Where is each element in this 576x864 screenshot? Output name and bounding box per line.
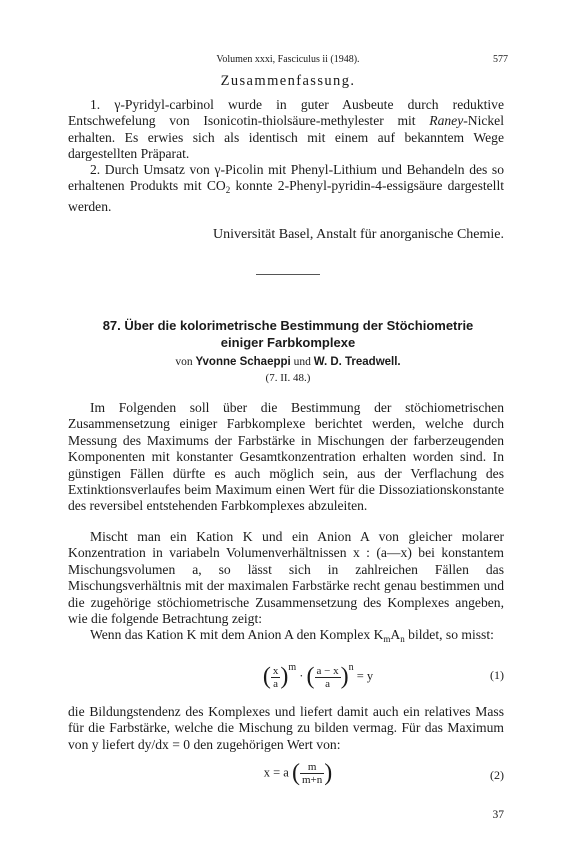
equation-1-number: (1)	[490, 668, 504, 682]
paragraph-method: Mischt man ein Kation K und ein Anion A von gleicher molarer Konzentration in variabeln Volumenverhältnissen x : (a—x) bei konstantem Mischungsvolumen a, so lässt sich in zahlreichen Fällen das Mischungsverhältnis mit der maximalen Farbstärke recht genau bestimmen und die zugehörige stöchiometrische Zusammensetzung des Komplexes angeben, wie die folgende Betrachtung zeigt:	[68, 529, 504, 627]
paragraph-intro: Im Folgenden soll über die Bestimmung der stöchiometrischen Zusammensetzung einiger Farbkomplexe berichtet werden, welche durch Messung des Maximums der Farbstärke in Mischungen der farberzeugenden Komponenten mit konstanter Gesamtkonzentration erhalten worden sind. In günstigen Fällen dürfte es auch möglich sein, aus der Verflachung des Extinktionsverlaufes beim Maximum einen Wert für die Dissoziationskonstante des reversibel entstehenden Farbkomplexes abzuleiten.	[68, 400, 504, 514]
paragraph-formation: die Bildungstendenz des Komplexes und liefert damit auch ein relatives Mass für die Farbstärke, welche die Mischung zu bilden vermag. Für das Maximum von y liefert dy/dx = 0 den zugehörigen Wert von:	[68, 704, 504, 752]
document-page: Volumen xxxi, Fasciculus ii (1948). 577 Zusammenfassung. 1. γ-Pyridyl-carbinol wurde in guter Ausbeute durch reduktive Entschwefelung von Isonicotin-thiolsäure-methylester mit Raney-Nickel erhalten. Es erwies sich als identisch mit einem auf bekanntem Wege dargestellten Präparat. 2. Durch Umsatz von γ-Picolin mit Phenyl-Lithium und Behandeln des so erhaltenen Produkts mit $CO_2$ konnte 2-Phenyl-pyridin-4-essigsäure dargestellt werden. Universität Basel, Anstalt für anorganische Chemie. 87. Über die kolorimetrische Bestimmung der Stöchiometrie einiger Farbkomplexe von Yvonne Schaeppi und W. D. Treadwell. (7. II. 48.) Im Folgenden soll über die Bestimmung der stöchiometrischen Zusammensetzung einiger Farbkomplexe berichtet werden, welche durch Messung des Maximums der Farbstärke in Mischungen der farberzeugenden Komponenten mit konstanter Gesamtkonzentration erhalten worden sind. In günstigen Fällen dürfte es auch möglich sein, aus der Verflachung des Extinktionsverlaufes beim Maximum einen Wert für die Dissoziationskonstante des reversibel entstehenden Farbkomplexes abzuleiten. Mischt man ein Kation K und ein Anion A von gleicher molarer Konzentration in variabeln Volumenverhältnissen x : (a—x) bei konstantem Mischungsvolumen a, so lässt sich in zahlreichen Fällen das Mischungsverhältnis mit der maximalen Farbstärke recht genau bestimmen und die zugehörige stöchiometrische Zusammensetzung des Komplexes angeben, wie die folgende Betrachtung zeigt: Wenn das Kation K mit dem Anion A den Komplex $K_mA_n$ bildet, so misst: ( $\frac{x}{a}$ )$^m$ · ( $\frac{a - x}{a}$ )$^n$ = y (1) die Bildungstendenz des Komplexes und liefert damit auch ein relatives Mass für die Farbstärke, welche die Mischung zu bilden vermag. Für das Maximum von y liefert dy/dx = 0 den zugehörigen Wert von: x = a ( $\frac{m}{m+n}$ ) (2) 37	[0, 0, 576, 864]
summary-heading: Zusammenfassung.	[220, 73, 356, 89]
signature-mark: 37	[492, 809, 504, 821]
received-date: (7. II. 48.)	[265, 372, 311, 384]
article-title-line1: 87. Über die kolorimetrische Bestimmung der Stöchiometrie	[102, 318, 474, 333]
author-2: W. D. Treadwell.	[313, 356, 401, 368]
article-title-line2: einiger Farbkomplexe	[220, 335, 356, 350]
summary-point-1: 1. γ-Pyridyl-carbinol wurde in guter Ausbeute durch reduktive Entschwefelung von Isonicotin-thiolsäure-methylester mit Raney-Nickel erhalten. Es erwies sich als identisch mit einem auf bekanntem Wege dargestellten Präparat.	[68, 97, 504, 162]
paragraph-complex: Wenn das Kation K mit dem Anion A den Komplex $K_mA_n$ bildet, so misst:	[90, 627, 494, 644]
affiliation: Universität Basel, Anstalt für anorganische Chemie.	[213, 227, 504, 242]
equation-2-number: (2)	[490, 768, 504, 782]
page-number: 577	[493, 54, 508, 65]
author-1: Yvonne Schaeppi	[195, 356, 291, 368]
section-divider	[256, 274, 320, 275]
journal-header: Volumen xxxi, Fasciculus ii (1948).	[216, 54, 360, 65]
article-byline: von Yvonne Schaeppi und W. D. Treadwell.	[175, 356, 401, 368]
summary-point-2: 2. Durch Umsatz von γ-Picolin mit Phenyl-Lithium und Behandeln des so erhaltenen Produkts mit $CO_2$ konnte 2-Phenyl-pyridin-4-essigsäure dargestellt werden.	[68, 162, 505, 214]
